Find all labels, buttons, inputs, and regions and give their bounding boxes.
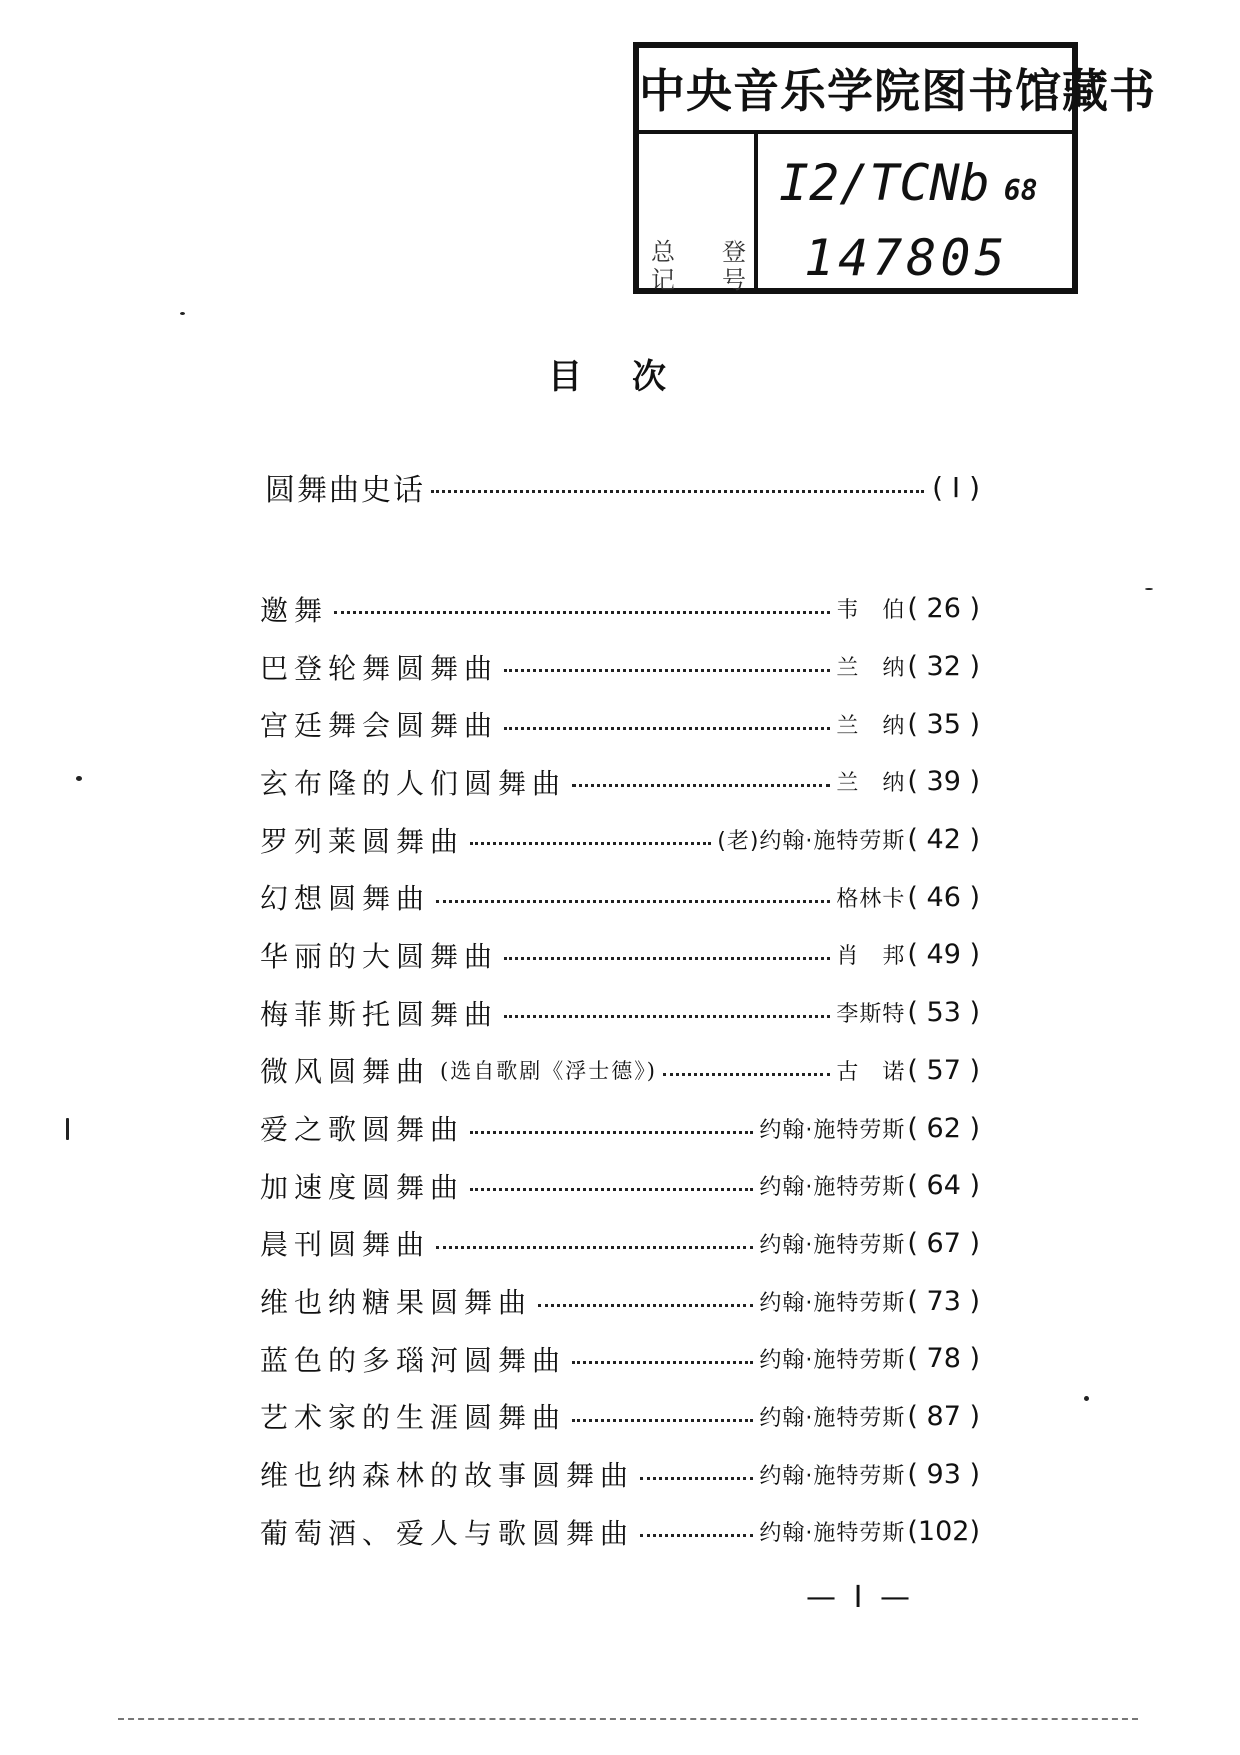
leader-dots <box>470 842 711 845</box>
scan-speck <box>76 776 82 781</box>
toc-intro-entry <box>265 462 980 512</box>
toc-entry <box>260 638 980 696</box>
leader-dots <box>470 1188 753 1191</box>
leader-dots <box>640 1477 753 1480</box>
toc-entry-page: ( 67 ) <box>907 1227 980 1259</box>
toc-entry <box>260 868 980 926</box>
page-number: — I — <box>806 1580 914 1615</box>
toc-entry-author: 约翰·施特劳斯 <box>759 1290 906 1316</box>
stamp-labels <box>651 238 746 294</box>
toc-entry-title: 微风圆舞曲 <box>260 1055 431 1089</box>
toc-entry-title: 华丽的大圆舞曲 <box>260 939 499 973</box>
toc-entry-page: ( 46 ) <box>907 881 980 913</box>
toc-entry-title: 加速度圆舞曲 <box>260 1170 465 1204</box>
toc-entry-title: 艺术家的生涯圆舞曲 <box>260 1401 567 1435</box>
toc-entry <box>260 1042 980 1100</box>
scan-border-line <box>118 1718 1138 1720</box>
leader-dots <box>431 490 924 493</box>
toc-entry <box>260 1157 980 1215</box>
stamp-label-row <box>651 266 746 294</box>
toc-entry-page: ( 57 ) <box>907 1054 980 1086</box>
toc-entry-author: 兰 纳 <box>836 656 906 682</box>
toc-entry <box>260 1445 980 1503</box>
toc-entry <box>260 926 980 984</box>
toc-entry <box>260 984 980 1042</box>
toc-entry-author: 约翰·施特劳斯 <box>759 1463 906 1489</box>
toc-entry-page: ( 93 ) <box>907 1458 980 1490</box>
stamp-call-number <box>779 148 1059 218</box>
leader-dots <box>334 611 830 614</box>
toc-entry-page: ( 32 ) <box>907 651 980 683</box>
toc-entry-page: ( 62 ) <box>907 1112 980 1144</box>
toc-entry-page: (102) <box>907 1516 980 1548</box>
leader-dots <box>663 1073 830 1076</box>
toc-entry-title: 维也纳糖果圆舞曲 <box>260 1286 533 1320</box>
stamp-label: 总 <box>651 238 675 266</box>
toc-entry <box>260 580 980 638</box>
toc-entry-title: 圆舞曲史话 <box>265 473 425 508</box>
toc-entry <box>260 1099 980 1157</box>
toc-entry <box>260 1388 980 1446</box>
toc-entry-page: ( 49 ) <box>907 939 980 971</box>
leader-dots <box>504 1015 830 1018</box>
stamp-label: 记 <box>651 266 675 294</box>
leader-dots <box>504 957 830 960</box>
toc-entry-author: (老)约翰·施特劳斯 <box>717 829 906 855</box>
toc-entry-title: 巴登轮舞圆舞曲 <box>260 651 499 685</box>
toc-entry-page: ( 39 ) <box>907 766 980 798</box>
toc-entry <box>260 695 980 753</box>
toc-entry-author: 约翰·施特劳斯 <box>759 1175 906 1201</box>
toc-entry-author: 约翰·施特劳斯 <box>759 1232 906 1258</box>
toc-entry <box>260 1215 980 1273</box>
stamp-title: 中央音乐学院图书馆藏书 <box>639 48 1072 134</box>
toc-entry-author: 古 诺 <box>836 1059 906 1085</box>
toc-entry-title: 玄布隆的人们圆舞曲 <box>260 766 567 800</box>
toc-entry-author: 肖 邦 <box>836 944 906 970</box>
toc-entry-title: 蓝色的多瑙河圆舞曲 <box>260 1343 567 1377</box>
leader-dots <box>470 1131 753 1134</box>
toc-entry <box>260 753 980 811</box>
toc-entry-page: ( 64 ) <box>907 1170 980 1202</box>
call-suffix: 68 <box>1003 174 1038 207</box>
toc-entry-page: ( 78 ) <box>907 1343 980 1375</box>
stamp-label: 号 <box>722 266 746 294</box>
toc-entry-page: ( 53 ) <box>907 997 980 1029</box>
stamp-divider <box>754 134 758 294</box>
toc-entry <box>260 1330 980 1388</box>
leader-dots <box>572 1361 753 1364</box>
toc-entry-author: 兰 纳 <box>836 771 906 797</box>
toc-entry-title: 梅菲斯托圆舞曲 <box>260 997 499 1031</box>
toc-entry-page: ( 42 ) <box>907 824 980 856</box>
page-title: 目次 <box>548 357 716 397</box>
scan-speck <box>1084 1396 1089 1401</box>
toc-entry-author: 约翰·施特劳斯 <box>759 1521 906 1547</box>
toc-entry-note: (选自歌剧《浮士德》) <box>440 1059 657 1084</box>
toc-entry-author: 约翰·施特劳斯 <box>759 1405 906 1431</box>
toc-entry-page: ( 35 ) <box>907 708 980 740</box>
library-stamp <box>633 42 1156 294</box>
scan-speck <box>180 312 185 315</box>
scan-speck <box>66 1118 69 1140</box>
toc-entry-author: 韦 伯 <box>836 598 906 624</box>
toc-entry-title: 葡萄酒、爱人与歌圆舞曲 <box>260 1516 635 1550</box>
toc-entry-title: 幻想圆舞曲 <box>260 882 431 916</box>
toc-entry-author: 格林卡 <box>836 886 906 912</box>
leader-dots <box>504 669 830 672</box>
toc-entry-author: 兰 纳 <box>836 713 906 739</box>
toc-entry-page: ( 87 ) <box>907 1400 980 1432</box>
toc-entry <box>260 811 980 869</box>
scan-speck <box>1145 588 1153 590</box>
toc-entry-author: 约翰·施特劳斯 <box>759 1348 906 1374</box>
toc-list <box>260 580 980 1561</box>
stamp-label: 登 <box>722 238 746 266</box>
leader-dots <box>640 1534 753 1537</box>
toc-entry-author: 李斯特 <box>836 1002 906 1028</box>
toc-entry-title: 宫廷舞会圆舞曲 <box>260 709 499 743</box>
accession-number: 147805 <box>804 229 1009 287</box>
leader-dots <box>436 1246 753 1249</box>
toc-entry-title: 邀舞 <box>260 593 329 627</box>
toc-entry-page: ( I ) <box>932 470 980 504</box>
call-number: I2/TCNb <box>779 154 990 212</box>
toc-entry-title: 罗列莱圆舞曲 <box>260 824 465 858</box>
toc-entry-author: 约翰·施特劳斯 <box>759 1117 906 1143</box>
toc-entry <box>260 1272 980 1330</box>
toc-entry <box>260 1503 980 1561</box>
stamp-label-row <box>651 238 746 266</box>
toc-entry-title: 维也纳森林的故事圆舞曲 <box>260 1459 635 1493</box>
leader-dots <box>436 900 830 903</box>
leader-dots <box>538 1304 753 1307</box>
toc-entry-title: 晨刊圆舞曲 <box>260 1228 431 1262</box>
toc-entry-page: ( 73 ) <box>907 1285 980 1317</box>
leader-dots <box>572 1419 753 1422</box>
toc-entry-page: ( 26 ) <box>907 593 980 625</box>
leader-dots <box>504 727 830 730</box>
leader-dots <box>572 784 830 787</box>
toc-entry-title: 爱之歌圆舞曲 <box>260 1113 465 1147</box>
